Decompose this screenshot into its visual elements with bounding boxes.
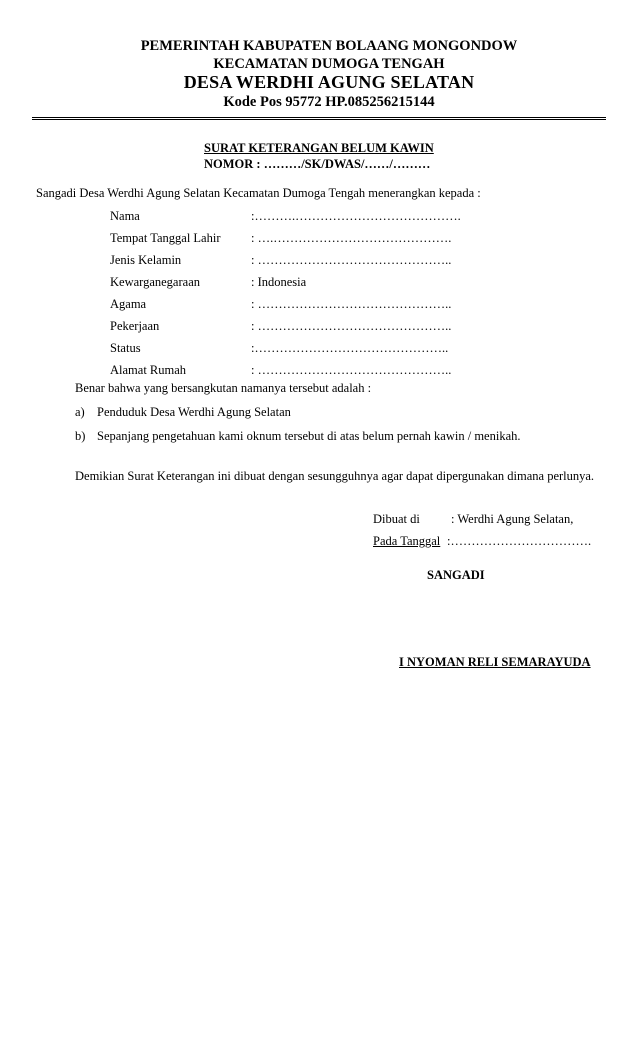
field-value: : ……………………………………….. <box>251 363 452 377</box>
field-label: Jenis Kelamin <box>110 253 182 267</box>
letter-number: NOMOR : ………/SK/DWAS/……/……… <box>204 157 431 171</box>
pada-tanggal-label: Pada Tanggal <box>373 534 441 548</box>
header-government: PEMERINTAH KABUPATEN BOLAANG MONGONDOW <box>140 38 518 54</box>
point-a-text: Penduduk Desa Werdhi Agung Selatan <box>97 405 291 419</box>
statement-text: Benar bahwa yang bersangkutan namanya tersebut adalah : <box>75 381 372 395</box>
field-label: Status <box>110 341 141 355</box>
field-row-ttl <box>110 231 610 249</box>
point-b <box>75 429 521 444</box>
field-row-kewarganegaraan <box>110 275 610 293</box>
field-value: : ……………………………………….. <box>251 297 452 311</box>
header-divider-bottom <box>32 119 606 120</box>
field-row-nama <box>110 209 610 227</box>
field-row-status <box>110 341 610 359</box>
point-a <box>75 405 291 420</box>
field-value: : ……………………………………….. <box>251 253 452 267</box>
point-b-text: Sepanjang pengetahuan kami oknum tersebut di atas belum pernah kawin / menikah. <box>97 429 521 443</box>
dibuat-label: Dibuat di <box>373 512 420 526</box>
point-a-marker: a) <box>75 405 85 419</box>
field-row-pekerjaan <box>110 319 610 337</box>
field-label: Nama <box>110 209 140 223</box>
header-contact: Kode Pos 95772 HP.085256215144 <box>223 94 435 110</box>
pada-tanggal-value: :……………………………. <box>447 534 592 548</box>
closing-text: Demikian Surat Keterangan ini dibuat dengan sesungguhnya agar dapat dipergunakan dimana perlunya. <box>75 469 595 483</box>
field-value: : Indonesia <box>251 275 307 289</box>
field-row-agama <box>110 297 610 315</box>
dibuat-value: : Werdhi Agung Selatan, <box>451 512 574 526</box>
letter-title: SURAT KETERANGAN BELUM KAWIN <box>204 141 434 155</box>
field-label: Alamat Rumah <box>110 363 187 377</box>
field-value: :……………………………………….. <box>251 341 449 355</box>
intro-text: Sangadi Desa Werdhi Agung Selatan Kecamatan Dumoga Tengah menerangkan kepada : <box>36 186 481 200</box>
header-village: DESA WERDHI AGUNG SELATAN <box>183 72 475 92</box>
field-label: Kewarganegaraan <box>110 275 200 289</box>
point-b-marker: b) <box>75 429 86 443</box>
signer-position: SANGADI <box>427 568 485 582</box>
header-divider-top <box>32 117 606 118</box>
field-label: Pekerjaan <box>110 319 160 333</box>
field-row-alamat <box>110 363 610 381</box>
field-label: Tempat Tanggal Lahir <box>110 231 221 245</box>
field-label: Agama <box>110 297 147 311</box>
field-row-jenis-kelamin <box>110 253 610 271</box>
field-value: :……….…………………………………. <box>251 209 461 223</box>
header-district: KECAMATAN DUMOGA TENGAH <box>213 56 445 72</box>
field-value: : ….……………………………………. <box>251 231 452 245</box>
signer-name: I NYOMAN RELI SEMARAYUDA <box>399 655 591 669</box>
field-value: : ……………………………………….. <box>251 319 452 333</box>
